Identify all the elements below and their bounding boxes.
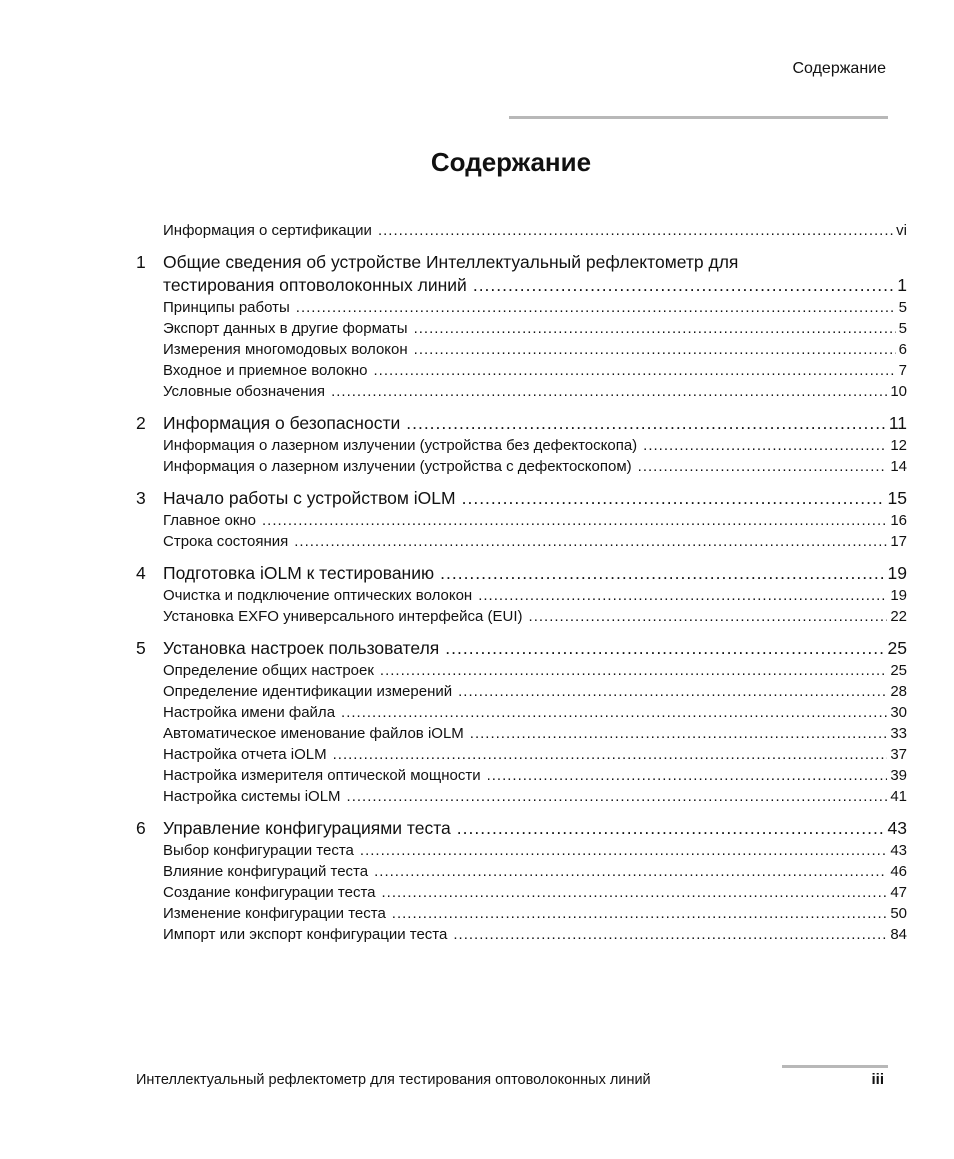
footer-page-number: iii xyxy=(871,1071,884,1088)
chapter-5-heading[interactable] xyxy=(136,637,907,660)
toc-entry-label: Настройка имени файла xyxy=(163,704,336,721)
chapter-2-heading[interactable] xyxy=(136,412,907,435)
dot-leader xyxy=(440,562,884,585)
running-header: Содержание xyxy=(792,60,886,77)
chapter-number: 4 xyxy=(136,563,146,583)
toc-entry[interactable] xyxy=(136,786,907,807)
chapter-title-line1: Общие сведения об устройстве Интеллектуальный рефлектометр для xyxy=(163,252,739,272)
dot-leader xyxy=(406,412,886,435)
toc-entry-page: 7 xyxy=(898,362,907,379)
toc-entry[interactable] xyxy=(136,339,907,360)
toc-entry-page: 47 xyxy=(890,884,907,901)
toc-entry-label: Создание конфигурации теста xyxy=(163,884,376,901)
toc-entry-label: Настройка отчета iOLM xyxy=(163,746,327,763)
toc-entry[interactable] xyxy=(136,381,907,402)
chapter-title: Начало работы с устройством iOLM xyxy=(163,488,456,508)
toc-entry[interactable] xyxy=(136,531,907,552)
chapter-page: 25 xyxy=(887,638,907,658)
toc-entry[interactable] xyxy=(136,840,907,861)
dot-leader xyxy=(347,786,888,807)
toc-entry-certification[interactable] xyxy=(136,220,907,241)
chapter-number: 2 xyxy=(136,413,146,433)
dot-leader xyxy=(360,840,887,861)
toc-entry-label: Определение общих настроек xyxy=(163,662,374,679)
chapter-page: 19 xyxy=(887,563,907,583)
toc-entry-label: Настройка измерителя оптической мощности xyxy=(163,767,481,784)
toc-entry-page: 37 xyxy=(890,746,907,763)
toc-entry[interactable] xyxy=(136,924,907,945)
toc-entry-label: Влияние конфигураций теста xyxy=(163,863,369,880)
chapter-6-heading[interactable] xyxy=(136,817,907,840)
toc-entry-page: vi xyxy=(896,222,907,239)
dot-leader xyxy=(392,903,888,924)
dot-leader xyxy=(529,606,888,627)
toc-entry[interactable] xyxy=(136,702,907,723)
toc-entry-page: 16 xyxy=(890,512,907,529)
toc-entry-page: 43 xyxy=(890,842,907,859)
toc-entry-label: Принципы работы xyxy=(163,299,290,316)
toc-entry-page: 25 xyxy=(890,662,907,679)
dot-leader xyxy=(473,274,894,297)
toc-entry[interactable] xyxy=(136,681,907,702)
chapter-number: 1 xyxy=(136,252,146,272)
dot-leader xyxy=(374,360,896,381)
toc-entry-page: 39 xyxy=(890,767,907,784)
dot-leader xyxy=(380,660,887,681)
chapter-title: Подготовка iOLM к тестированию xyxy=(163,563,435,583)
toc-entry-label: Информация о сертификации xyxy=(163,222,372,239)
footer-document-title: Интеллектуальный рефлектометр для тестирования оптоволоконных линий xyxy=(136,1072,651,1088)
toc-entry-page: 28 xyxy=(890,683,907,700)
dot-leader xyxy=(487,765,888,786)
dot-leader xyxy=(296,297,896,318)
toc-entry[interactable] xyxy=(136,744,907,765)
dot-leader xyxy=(470,723,888,744)
table-of-contents xyxy=(136,220,907,945)
dot-leader xyxy=(462,487,885,510)
toc-entry-label: Главное окно xyxy=(163,512,257,529)
toc-entry-label: Изменение конфигурации теста xyxy=(163,905,386,922)
toc-entry-page: 19 xyxy=(890,587,907,604)
chapter-page: 1 xyxy=(897,275,907,295)
toc-entry-label: Настройка системы iOLM xyxy=(163,788,341,805)
toc-entry-page: 22 xyxy=(890,608,907,625)
toc-entry-label: Установка EXFO универсального интерфейса (EUI) xyxy=(163,608,523,625)
toc-entry-label: Определение идентификации измерений xyxy=(163,683,453,700)
toc-entry-label: Информация о лазерном излучении (устройства без дефектоскопа) xyxy=(163,437,638,454)
chapter-4-heading[interactable] xyxy=(136,562,907,585)
toc-entry-label: Строка состояния xyxy=(163,533,289,550)
dot-leader xyxy=(414,318,896,339)
toc-entry[interactable] xyxy=(136,882,907,903)
toc-entry-page: 84 xyxy=(890,926,907,943)
header-rule xyxy=(509,116,888,119)
chapter-3-heading[interactable] xyxy=(136,487,907,510)
toc-entry-label: Автоматическое именование файлов iOLM xyxy=(163,725,464,742)
toc-entry-label: Экспорт данных в другие форматы xyxy=(163,320,408,337)
toc-entry[interactable] xyxy=(136,585,907,606)
dot-leader xyxy=(294,531,887,552)
chapter-number: 5 xyxy=(136,638,146,658)
toc-entry[interactable] xyxy=(136,435,907,456)
chapter-1-heading[interactable] xyxy=(136,251,907,297)
chapter-title: Установка настроек пользователя xyxy=(163,638,440,658)
chapter-title: Информация о безопасности xyxy=(163,413,401,433)
toc-entry-label: Условные обозначения xyxy=(163,383,326,400)
dot-leader xyxy=(262,510,887,531)
toc-entry-label: Очистка и подключение оптических волокон xyxy=(163,587,473,604)
toc-entry-page: 33 xyxy=(890,725,907,742)
toc-entry-label: Импорт или экспорт конфигурации теста xyxy=(163,926,448,943)
toc-entry-page: 12 xyxy=(890,437,907,454)
toc-entry-page: 14 xyxy=(890,458,907,475)
dot-leader xyxy=(331,381,887,402)
chapter-number: 3 xyxy=(136,488,146,508)
toc-entry-page: 41 xyxy=(890,788,907,805)
chapter-page: 11 xyxy=(888,413,907,433)
dot-leader xyxy=(382,882,888,903)
dot-leader xyxy=(643,435,887,456)
toc-entry-page: 30 xyxy=(890,704,907,721)
footer-rule xyxy=(782,1065,888,1068)
toc-entry[interactable] xyxy=(136,861,907,882)
toc-entry-page: 17 xyxy=(890,533,907,550)
dot-leader xyxy=(478,585,887,606)
dot-leader xyxy=(341,702,887,723)
dot-leader xyxy=(458,681,887,702)
toc-entry-page: 5 xyxy=(898,299,907,316)
dot-leader xyxy=(445,637,884,660)
chapter-page: 43 xyxy=(887,818,907,838)
toc-entry[interactable] xyxy=(136,360,907,381)
toc-entry-page: 50 xyxy=(890,905,907,922)
toc-entry-page: 6 xyxy=(898,341,907,358)
toc-entry-label: Входное и приемное волокно xyxy=(163,362,368,379)
toc-entry[interactable] xyxy=(136,765,907,786)
toc-entry[interactable] xyxy=(136,510,907,531)
toc-entry-page: 5 xyxy=(898,320,907,337)
toc-entry-label: Выбор конфигурации теста xyxy=(163,842,354,859)
page-title: Содержание xyxy=(430,147,592,177)
toc-entry[interactable] xyxy=(136,903,907,924)
toc-entry-label: Информация о лазерном излучении (устройства с дефектоскопом) xyxy=(163,458,632,475)
chapter-number: 6 xyxy=(136,818,146,838)
dot-leader xyxy=(374,861,887,882)
toc-entry[interactable] xyxy=(136,660,907,681)
toc-entry[interactable] xyxy=(136,318,907,339)
dot-leader xyxy=(414,339,896,360)
toc-entry-page: 46 xyxy=(890,863,907,880)
toc-entry[interactable] xyxy=(136,297,907,318)
toc-entry[interactable] xyxy=(136,456,907,477)
toc-entry-page: 10 xyxy=(890,383,907,400)
dot-leader xyxy=(457,817,885,840)
toc-entry[interactable] xyxy=(136,723,907,744)
dot-leader xyxy=(333,744,888,765)
chapter-title-line2: тестирования оптоволоконных линий xyxy=(163,275,467,295)
toc-entry-label: Измерения многомодовых волокон xyxy=(163,341,408,358)
dot-leader xyxy=(378,220,893,241)
chapter-title: Управление конфигурациями теста xyxy=(163,818,451,838)
chapter-page: 15 xyxy=(887,488,907,508)
toc-entry[interactable] xyxy=(136,606,907,627)
dot-leader xyxy=(638,456,888,477)
dot-leader xyxy=(453,924,887,945)
